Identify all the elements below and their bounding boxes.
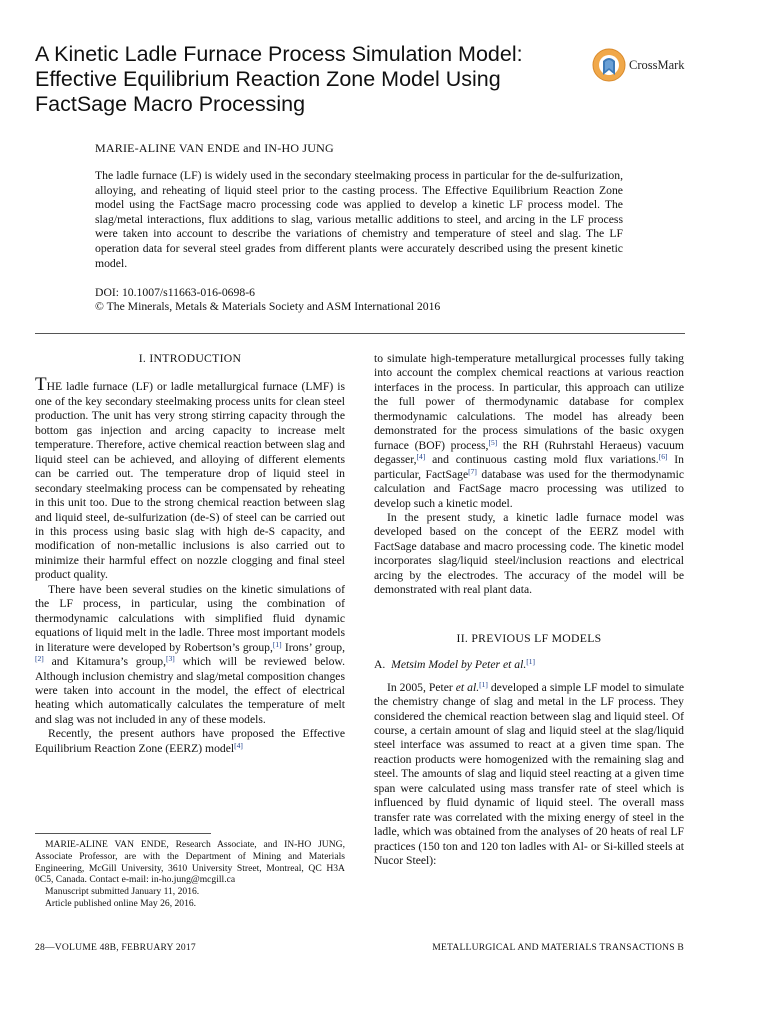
citation-ref[interactable]: [1] [272,639,282,649]
text-run: Irons’ group, [281,640,345,654]
citation-ref[interactable]: [2] [35,654,44,664]
intro-paragraph-1 [35,374,345,582]
text-run: and Kitamura’s group, [43,655,167,669]
divider [35,333,685,334]
text-run: and continuous casting mold flux variations. [425,453,659,467]
text-run: There have been several studies on the kinetic simulations of the LF process, in particular, using the combination of thermodynamic calculations with simplified fluid dynamic equations of liquid melt in the ladle. Three most important models in literature were developed by Robertson’s group, [35,582,345,654]
footer-journal-name: METALLURGICAL AND MATERIALS TRANSACTIONS B [432,942,684,953]
citation-ref[interactable]: [1] [526,657,536,667]
publication-note: Article published online May 26, 2016. [45,897,197,909]
doi-link[interactable]: DOI: 10.1007/s11663-016-0698-6 [95,286,255,299]
section-heading-introduction: I. INTRODUCTION [138,352,242,365]
copyright-notice: © The Minerals, Metals & Materials Society and ASM International 2016 [95,300,441,313]
citation-ref[interactable]: [7] [468,466,477,476]
citation-ref[interactable]: [1] [479,679,488,689]
text-run: the RH (Ruhrstahl Heraeus) vacuum degasser, [374,438,684,467]
text-run-italic: et al. [455,680,480,694]
crossmark-icon [592,47,626,85]
subsection-label: A. [374,658,386,672]
citation-ref[interactable]: [5] [488,437,498,447]
footer-volume-info: 28—VOLUME 48B, FEBRUARY 2017 [35,942,196,953]
affiliation-note: MARIE-ALINE VAN ENDE, Research Associate, and IN-HO JUNG, Associate Professor, are with the Department of Mining and Materials Engineering, McGill University, 3610 University Street, Montreal, QC H3A 0C5, Canada. Contact e-mail: in-ho.jung@mcgill.ca [35,839,345,886]
text-run: database was used for the thermodynamic calculation and FactSage macro processing was utilized to develop such a kinetic model. [374,467,684,510]
intro-paragraph-1-text: HE ladle furnace (LF) or ladle metallurgical furnace (LMF) is one of the key secondary steelmaking process units for clean steel production. The unit has very strong stirring capacity through the bottom gas injection and arcing capacity to increase melt temperature. Therefore, active chemical reaction between slag and liquid steel can be achieved, and alloying of different elements can be carried out. The temperature drop of liquid steel in secondary steelmaking process can be compensated by reheating in this unit too. Due to the strong chemical reaction between slag and liquid steel, de-sulfurization (de-S) of steel can be carried out in this process using basic slag with high de-S capacity, and modification of non-metallic inclusions is also carried out to minimize their harmful effect on nozzle clogging and final steel product quality. [35,380,345,582]
footnotes [35,839,345,910]
right-paragraph-3 [374,681,684,869]
subsection-title: Metsim Model by Peter et al. [391,658,527,672]
section-heading-previous-models: II. PREVIOUS LF MODELS [456,631,602,645]
left-column [35,352,345,756]
paper-title: A Kinetic Ladle Furnace Process Simulation Model: Effective Equilibrium Reaction Zone Model Using FactSage Macro Processing [35,42,523,116]
submission-note: Manuscript submitted January 11, 2016. [45,886,200,898]
text-run: developed a simple LF model to simulate the chemistry change of slag and metal in the LF process. They considered the chemical reaction between slag and liquid steel. Of course, a certain amount of slag and liquid steel at the slag/liquid steel interface was assumed to react at a given time span. The reaction products were homogenized with the remaining slag and steel. The amounts of slag and liquid steel reacting at a given time span were calculated using mass transfer rate of steel which is influenced by fluid dynamic of liquid steel. The overall mass transfer rate was correlated with the mixing energy of steel in the ladle, which was obtained from the analyses of 20 heats of real LF practices (150 ton and 120 ton ladles with Al- or Si-killed steels at Nucor Steel): [374,680,684,868]
abstract: The ladle furnace (LF) is widely used in the secondary steelmaking process in particular for the de-sulfurization, alloying, and reheating of liquid steel prior to the casting process. The Effective Equilibrium Reaction Zone model using the FactSage macro processing code was applied to develop a kinetic LF process model. The slag/metal interactions, flux additions to slag, various metallic additions to steel, and arcing in the LF process were taken into account to describe the variations of chemistry and temperature of steel and slag. The LF operation data for several steel grades from different plants were accurately described using the present kinetic model. [95,169,623,270]
right-column [374,352,684,869]
text-run: In particular, FactSage [374,453,684,481]
text-run: Recently, the present authors have proposed the Effective Equilibrium Reaction Zone (EERZ) model [35,727,345,755]
author-list: MARIE-ALINE VAN ENDE and IN-HO JUNG [95,141,334,155]
subsection-heading-a [374,658,684,672]
right-paragraph-1 [374,352,684,511]
crossmark-badge[interactable] [592,47,692,87]
text-run: which will be reviewed below. Although inclusion chemistry and slag/metal composition changes were taken into account in the model, the effect of electrical heating which automatically calculates the temperature of melt and slag was not included in any of these models. [35,655,345,726]
crossmark-label: CrossMark [629,58,685,72]
right-paragraph-2: In the present study, a kinetic ladle furnace model was developed based on the concept of the EERZ model with FactSage database and macro processing code. The kinetic model incorporates slag/liquid steel/inclusion reactions and electrical arcing by the electrodes. The accuracy of the model will be demonstrated with real plant data. [374,510,684,597]
text-run: to simulate high-temperature metallurgical processes fully taking into account the complex chemical reactions at various reaction interfaces in the process. In particular, this approach can utilize the full power of thermodynamic database for complex thermodynamic calculations. The model has already been demonstrated for the process simulations of the basic oxygen furnace (BOF) process, [374,352,684,452]
footnote-divider [35,833,211,834]
text-run: In 2005, Peter [387,680,456,694]
citation-ref[interactable]: [6] [658,452,668,462]
citation-ref[interactable]: [4] [416,452,426,462]
intro-paragraph-2 [35,583,345,728]
citation-ref[interactable]: [4] [234,740,243,750]
citation-ref[interactable]: [3] [166,654,175,664]
intro-paragraph-3 [35,727,345,756]
drop-cap: T [35,374,47,396]
